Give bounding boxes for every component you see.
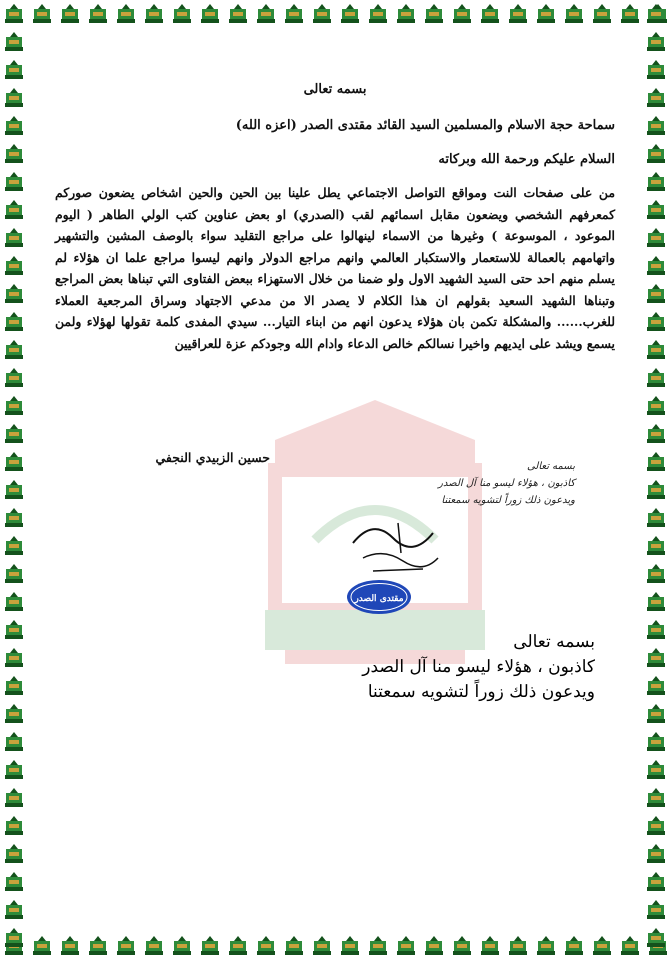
letter-sender: حسين الزبيدي النجفي [155,450,270,465]
border-ornament-icon [423,935,445,957]
border-ornament-icon [283,3,305,25]
blue-seal [345,578,413,616]
border-ornament-icon [451,935,473,957]
border-ornament-icon [283,935,305,957]
border-ornament-icon [3,535,25,557]
border-ornament-icon [143,935,165,957]
border-ornament-icon [535,3,557,25]
border-ornament-icon [171,3,193,25]
border-ornament-icon [59,3,81,25]
handwritten-reply [345,458,575,509]
border-ornament-icon [645,367,667,389]
border-ornament-icon [645,227,667,249]
border-ornament-icon [3,703,25,725]
border-ornament-icon [87,3,109,25]
border-ornament-icon [3,227,25,249]
border-ornament-icon [199,935,221,957]
border-ornament-icon [591,935,613,957]
border-ornament-icon [3,3,25,25]
border-ornament-icon [645,31,667,53]
border-ornament-icon [645,255,667,277]
border-ornament-icon [227,3,249,25]
border-ornament-icon [3,815,25,837]
border-ornament-icon [367,935,389,957]
border-ornament-icon [479,3,501,25]
border-ornament-icon [3,871,25,893]
border-ornament-icon [645,619,667,641]
border-ornament-icon [619,3,641,25]
border-ornament-icon [645,899,667,921]
border-ornament-icon [311,3,333,25]
seal-text: مقتدى الصدر [354,594,404,604]
border-ornament-icon [115,935,137,957]
border-ornament-icon [31,3,53,25]
border-ornament-icon [619,935,641,957]
border-ornament-icon [255,3,277,25]
border-ornament-icon [645,731,667,753]
border-ornament-icon [311,935,333,957]
border-ornament-icon [3,647,25,669]
border-ornament-icon [3,451,25,473]
border-ornament-icon [3,507,25,529]
border-ornament-icon [3,899,25,921]
border-ornament-icon [645,871,667,893]
border-ornament-icon [451,3,473,25]
border-ornament-icon [645,423,667,445]
border-ornament-icon [3,199,25,221]
border-ornament-icon [645,171,667,193]
border-ornament-icon [3,759,25,781]
border-ornament-icon [645,759,667,781]
border-ornament-icon [645,311,667,333]
border-ornament-icon [3,115,25,137]
border-ornament-icon [535,935,557,957]
letter-basmala: بسمه تعالى [303,82,367,97]
border-ornament-icon [645,591,667,613]
border-ornament-icon [645,647,667,669]
border-ornament-icon [563,935,585,957]
border-ornament-icon [115,3,137,25]
border-ornament-icon [87,935,109,957]
letter-greeting: السلام عليكم ورحمة الله وبركاته [438,152,615,167]
border-ornament-icon [31,935,53,957]
border-ornament-icon [645,843,667,865]
border-ornament-icon [3,675,25,697]
border-ornament-icon [199,3,221,25]
border-bottom [0,932,670,960]
border-ornament-icon [645,199,667,221]
border-ornament-icon [3,339,25,361]
border-ornament-icon [3,731,25,753]
transcription-line2: كاذبون ، هؤلاء ليسو منا آل الصدر [362,657,595,677]
border-ornament-icon [3,171,25,193]
border-ornament-icon [3,563,25,585]
border-ornament-icon [645,283,667,305]
border-ornament-icon [479,935,501,957]
border-ornament-icon [395,3,417,25]
border-right [642,0,670,960]
border-ornament-icon [367,3,389,25]
border-ornament-icon [645,507,667,529]
border-ornament-icon [395,935,417,957]
border-ornament-icon [255,935,277,957]
border-ornament-icon [339,935,361,957]
border-ornament-icon [645,395,667,417]
border-ornament-icon [645,479,667,501]
border-ornament-icon [645,451,667,473]
border-ornament-icon [645,703,667,725]
border-ornament-icon [645,3,667,25]
border-ornament-icon [645,143,667,165]
border-ornament-icon [645,87,667,109]
border-ornament-icon [339,3,361,25]
border-ornament-icon [3,283,25,305]
border-ornament-icon [563,3,585,25]
border-ornament-icon [645,115,667,137]
border-ornament-icon [3,619,25,641]
border-ornament-icon [3,255,25,277]
border-ornament-icon [3,843,25,865]
border-top [0,0,670,28]
handwritten-reply-line2: كاذبون ، هؤلاء ليسو منا آل الصدر [438,478,575,489]
letter-body: من على صفحات النت ومواقع التواصل الاجتماعي يطل علينا بين الحين والحين اشخاص يضعون صوركم كمعرفهم الشخصي ويضعون مقابل اسمائهم لقب (الصدري) او بعض عناوين كتب الولي الطاهر ( اليوم الموعود ، الموسوعة ) وغيرها من الاسماء لينهالوا على مراجع التقليد سواء بالوصف المشين والتشهير واتهامهم بالعمالة للاستعمار والاستكبار العالمي وانهم مراجع الدولار وانهم ليسوا مراجع علما ان هؤلاء لم يسلم منهم احد حتى السيد الشهيد الاول ولو ضمنا من خلال الاستهزاء ببعض الفتاوى التي تبناها بعض المراجع وتبناها الشهيد السعيد بقولهم ان هذا الكلام لا يصدر الا من مدعي الاجتهاد وسراق المرجعية العملاء للغرب...... والمشكلة تكمن بان هؤلاء يدعون انهم من ابناء التيار... سيدي المفدى كلمة تقولها لهؤلاء ولمن يسمع ويشد على ايديهم واخيرا نسالكم خالص الدعاء وادام الله وجودكم عزة للعراقيين [55,185,615,351]
letter-scan [55,70,615,610]
border-ornament-icon [645,815,667,837]
border-ornament-icon [423,3,445,25]
border-ornament-icon [59,935,81,957]
border-ornament-icon [227,935,249,957]
border-ornament-icon [645,787,667,809]
border-ornament-icon [3,787,25,809]
border-ornament-icon [645,675,667,697]
handwritten-reply-line3: ويدعون ذلك زوراً لتشويه سمعتنا [441,495,575,506]
border-ornament-icon [3,143,25,165]
border-ornament-icon [3,591,25,613]
signature-scribble [343,513,443,583]
transcription-line3: ويدعون ذلك زوراً لتشويه سمعتنا [367,682,595,702]
border-ornament-icon [3,311,25,333]
border-ornament-icon [3,59,25,81]
border-ornament-icon [3,395,25,417]
border-ornament-icon [3,423,25,445]
border-ornament-icon [3,87,25,109]
border-ornament-icon [591,3,613,25]
border-ornament-icon [171,935,193,957]
transcription-line1: بسمه تعالى [513,632,595,652]
border-ornament-icon [645,339,667,361]
letter-addressee: سماحة حجة الاسلام والمسلمين السيد القائد مقتدى الصدر (اعزه الله) [235,118,615,133]
border-ornament-icon [507,3,529,25]
border-ornament-icon [645,563,667,585]
border-ornament-icon [3,31,25,53]
border-ornament-icon [645,535,667,557]
border-ornament-icon [645,59,667,81]
border-ornament-icon [507,935,529,957]
border-ornament-icon [143,3,165,25]
border-left [0,0,28,960]
border-ornament-icon [3,367,25,389]
border-ornament-icon [3,479,25,501]
reply-transcription [295,630,595,705]
handwritten-reply-line1: بسمه تعالى [526,461,575,472]
border-ornament-icon [3,927,25,949]
border-ornament-icon [645,927,667,949]
